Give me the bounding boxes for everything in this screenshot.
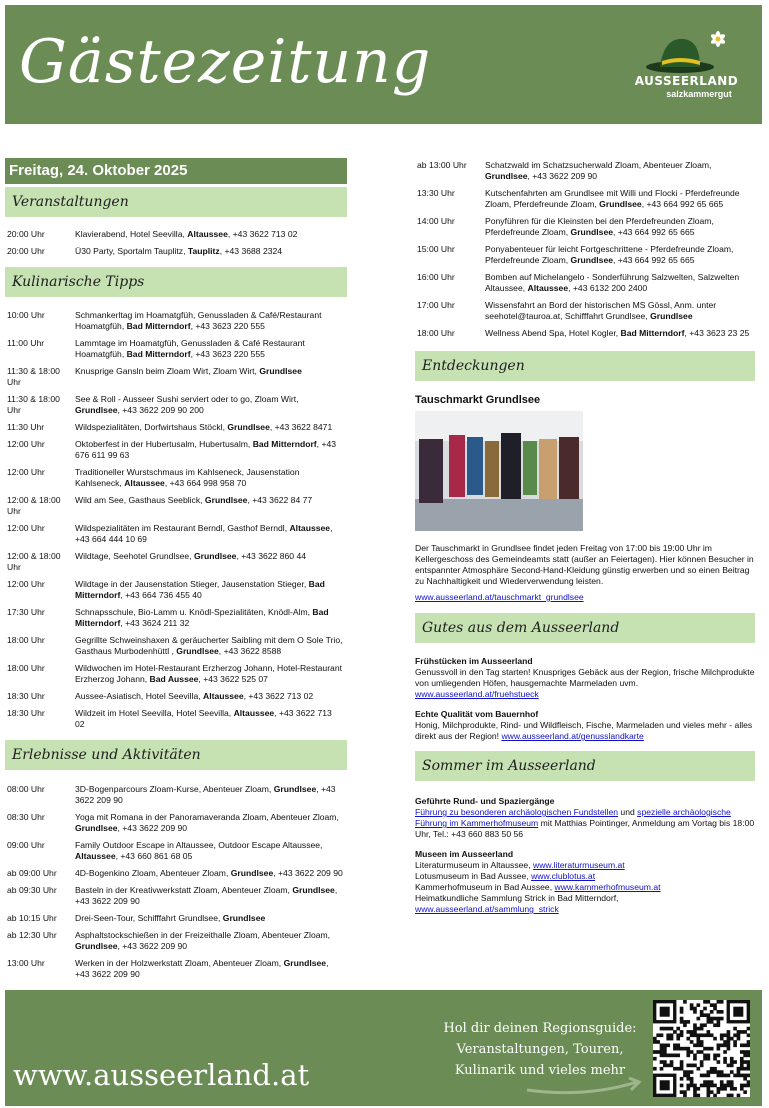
event-time: 12:00 Uhr: [7, 579, 45, 589]
event-time: ab 09:30 Uhr: [7, 885, 57, 895]
fundstellen-link[interactable]: Führung zu besonderen archäologischen Fundstellen: [415, 807, 619, 817]
event-description: Schnapsschule, Bio-Lamm u. Knödl-Spezialitäten, Knödl-Alm, Bad Mitterndorf, +43 3624 211 32: [75, 607, 329, 628]
museum-link[interactable]: www.literaturmuseum.at: [532, 860, 625, 870]
footer-url[interactable]: www.ausseerland.at: [13, 1058, 310, 1092]
fuehrungen-text: [415, 807, 755, 840]
event-row: [5, 708, 347, 730]
ausseerland-logo[interactable]: [634, 27, 744, 107]
event-description: Traditioneller Wurstschmaus im Kahlseneck, Jausenstation Kahlseneck, Altaussee, +43 664 998 958 70: [75, 467, 300, 488]
event-time: ab 10:15 Uhr: [7, 913, 57, 923]
event-description: Wellness Abend Spa, Hotel Kogler, Bad Mitterndorf, +43 3623 23 25: [485, 328, 750, 338]
event-time: 15:00 Uhr: [417, 244, 455, 254]
event-description: Werken in der Holzwerkstatt Zloam, Abenteuer Zloam, Grundlsee, +43 3622 209 90: [75, 958, 329, 979]
event-row: [5, 913, 347, 924]
event-row: [5, 551, 347, 573]
event-description: Wildtage in der Jausenstation Stieger, Jausenstation Stieger, Bad Mitterndorf, +43 664 736 455 40: [75, 579, 325, 600]
event-time: 17:30 Uhr: [7, 607, 45, 617]
event-row: [5, 840, 347, 862]
event-description: Wildwochen im Hotel-Restaurant Erzherzog Johann, Hotel-Restaurant Erzherzog Johann, Bad Aussee, +43 3622 525 07: [75, 663, 343, 684]
qr-code[interactable]: [653, 1000, 750, 1097]
event-time: 12:00 Uhr: [7, 523, 45, 533]
event-description: Oktoberfest in der Hubertusalm, Hubertusalm, Bad Mitterndorf, +43 676 611 99 63: [75, 439, 337, 460]
section-erlebnisse: Erlebnisse und Aktivitäten: [5, 740, 347, 770]
event-row: [5, 579, 347, 601]
event-row: [5, 366, 347, 388]
event-description: Bomben auf Michelangelo - Sonderführung Salzwelten, Salzwelten Altaussee, Altaussee, +43 6132 200 2400: [485, 272, 740, 293]
event-row: [5, 310, 347, 332]
event-time: ab 09:00 Uhr: [7, 868, 57, 878]
event-time: 20:00 Uhr: [7, 246, 45, 256]
event-time: 12:00 & 18:00 Uhr: [7, 551, 61, 572]
gutes-list: [415, 656, 755, 742]
event-row: [5, 394, 347, 416]
event-time: 14:00 Uhr: [417, 216, 455, 226]
event-row: [5, 868, 347, 879]
event-time: 18:30 Uhr: [7, 691, 45, 701]
event-row: [5, 338, 347, 360]
museum-row: Heimatkundliche Sammlung Strick in Bad Mitterndorf, www.ausseerland.at/sammlung_strick: [415, 893, 619, 914]
event-time: 12:00 & 18:00 Uhr: [7, 495, 61, 516]
section-entdeckungen: Entdeckungen: [415, 351, 755, 381]
event-time: 13:00 Uhr: [7, 958, 45, 968]
event-row: [5, 691, 347, 702]
event-description: Drei-Seen-Tour, Schifffahrt Grundlsee, Grundlsee: [75, 913, 266, 923]
footer-banner: [5, 990, 762, 1106]
event-description: Wissensfahrt an Bord der historischen MS Gössl, Anm. unter seehotel@tauroa.at, Schifffahrt Grundlsee, Grundlsee: [485, 300, 717, 321]
event-description: Family Outdoor Escape in Altaussee, Outdoor Escape Altaussee, Altaussee, +43 660 861 68 05: [75, 840, 323, 861]
event-time: 17:00 Uhr: [417, 300, 455, 310]
slogan-line-3: Kulinarik und vieles mehr: [454, 1063, 626, 1078]
event-row: [415, 160, 755, 182]
event-time: 08:00 Uhr: [7, 784, 45, 794]
event-description: 3D-Bogenparcours Zloam-Kurse, Abenteuer Zloam, Grundlsee, +43 3622 209 90: [75, 784, 336, 805]
section-gutes: Gutes aus dem Ausseerland: [415, 613, 755, 643]
section-veranstaltungen: Veranstaltungen: [5, 187, 347, 217]
event-description: Kutschenfahrten am Grundlsee mit Willi und Flocki - Pferdefreunde Zloam, Pferdefreunde Zloam, Grundlsee, +43 664 992 65 665: [485, 188, 740, 209]
gutes-title: Frühstücken im Ausseerland: [415, 656, 533, 666]
museum-row: Literaturmuseum in Altaussee, www.literaturmuseum.at: [415, 860, 625, 870]
event-row: [5, 467, 347, 489]
entdeckung-title: Tauschmarkt Grundlsee: [415, 394, 541, 406]
museum-link[interactable]: www.kammerhofmuseum.at: [554, 882, 661, 892]
museum-row: Kammerhofmuseum in Bad Aussee, www.kammerhofmuseum.at: [415, 882, 661, 892]
event-description: Wildtage, Seehotel Grundlsee, Grundlsee, +43 3622 860 44: [75, 551, 306, 561]
gutes-text: Honig, Milchprodukte, Rind- und Wildfleisch, Fische, Marmeladen und vieles mehr - alles direkt aus der Region! www.ausseerland.at/genusslandkarte: [415, 720, 753, 741]
gutes-item: [415, 656, 755, 700]
event-row: [5, 246, 347, 257]
slogan-line-1: Hol dir deinen Regionsguide:: [443, 1021, 637, 1036]
event-row: [415, 216, 755, 238]
event-row: [5, 439, 347, 461]
section-kulinarisch: Kulinarische Tipps: [5, 267, 347, 297]
event-time: 13:30 Uhr: [417, 188, 455, 198]
event-description: Ponyführen für die Kleinsten bei den Pferdefreunden Zloam, Pferdefreunde Zloam, Grundlsee, +43 664 992 65 665: [485, 216, 714, 237]
event-time: 18:00 Uhr: [7, 663, 45, 673]
event-description: Aussee-Asiatisch, Hotel Seevilla, Altaussee, +43 3622 713 02: [75, 691, 314, 701]
event-description: Wildspezialitäten, Dorfwirtshaus Stöckl, Grundlsee, +43 3622 8471: [75, 422, 333, 432]
event-time: ab 13:00 Uhr: [417, 160, 467, 170]
event-time: 18:00 Uhr: [7, 635, 45, 645]
event-row: [5, 958, 347, 980]
event-row: [5, 635, 347, 657]
gutes-link[interactable]: www.ausseerland.at/genusslandkarte: [501, 731, 644, 741]
museen-list: [415, 860, 755, 915]
event-row: [5, 523, 347, 545]
event-row: [415, 188, 755, 210]
event-row: [5, 422, 347, 433]
gutes-text: Genussvoll in den Tag starten! Knuspriges Gebäck aus der Region, frische Milchprodukte von umliegenden Höfen, hausgemachte Marmeladen uvm. www.ausseerland.at/fruehstueck: [415, 667, 755, 699]
event-description: Wildspezialitäten im Restaurant Berndl, Gasthof Berndl, Altaussee, +43 664 444 10 69: [75, 523, 333, 544]
fuehrungen-und: und: [618, 807, 638, 817]
event-time: 10:00 Uhr: [7, 310, 45, 320]
museum-link[interactable]: www.clublotus.at: [531, 871, 596, 881]
hat-edelweiss-icon: [634, 27, 744, 77]
event-time: 18:30 Uhr: [7, 708, 45, 718]
right-column: [415, 160, 755, 915]
clothing-rack-image: [415, 411, 583, 531]
veranstaltungen-list: [5, 229, 347, 257]
event-description: Schatzwald im Schatzsucherwald Zloam, Abenteuer Zloam, Grundlsee, +43 3622 209 90: [485, 160, 712, 181]
museen-title: Museen im Ausseerland: [415, 849, 514, 859]
fuehrungen-details: mit Matthias Pointinger, Anmeldung am Vortag bis 18:00 Uhr, Tel.: +43 660 883 50 56: [415, 818, 755, 839]
footer-slogan: [425, 1018, 655, 1081]
event-description: Knusprige Gansln beim Zloam Wirt, Zloam Wirt, Grundlsee: [75, 366, 302, 376]
event-row: [5, 663, 347, 685]
event-row: [5, 784, 347, 806]
event-description: 4D-Bogenkino Zloam, Abenteuer Zloam, Grundlsee, +43 3622 209 90: [75, 868, 343, 878]
event-row: [5, 885, 347, 907]
erlebnisse-list: [5, 784, 347, 980]
event-description: Wildzeit im Hotel Seevilla, Hotel Seevilla, Altaussee, +43 3622 713 02: [75, 708, 332, 729]
header-banner: [5, 5, 762, 124]
event-description: Yoga mit Romana in der Panoramaveranda Zloam, Abenteuer Zloam, Grundlsee, +43 3622 209 90: [75, 812, 339, 833]
event-time: 20:00 Uhr: [7, 229, 45, 239]
gutes-item: [415, 709, 755, 742]
event-row: [415, 328, 755, 339]
gutes-link[interactable]: www.ausseerland.at/fruehstueck: [415, 689, 539, 699]
event-row: [415, 244, 755, 266]
event-time: 16:00 Uhr: [417, 272, 455, 282]
kulinarisch-list: [5, 310, 347, 730]
event-time: 18:00 Uhr: [417, 328, 455, 338]
event-row: [415, 300, 755, 322]
event-time: 08:30 Uhr: [7, 812, 45, 822]
qr-code-icon: [653, 1000, 750, 1097]
event-description: Gegrillte Schweinshaxen & geräucherter Saibling mit dem O Sole Trio, Gasthaus Murbodenhüttl , Grundlsee, +43 3622 8588: [75, 635, 343, 656]
event-description: Ü30 Party, Sportalm Tauplitz, Tauplitz, +43 3688 2324: [75, 246, 283, 256]
event-description: Basteln in der Kreativwerkstatt Zloam, Abenteuer Zloam, Grundlsee, +43 3622 209 90: [75, 885, 338, 906]
museum-link[interactable]: www.ausseerland.at/sammlung_strick: [415, 904, 559, 914]
event-time: 11:30 & 18:00 Uhr: [7, 366, 60, 387]
kammerhof-fuehrung-link[interactable]: spezielle archäologische Führung im Kammerhofmuseum: [415, 807, 731, 828]
fuehrungen-title: Geführte Rund- und Spaziergänge: [415, 796, 555, 806]
logo-brand: AUSSEERLAND: [634, 74, 739, 88]
page-title: Gästezeitung: [19, 27, 432, 97]
event-row: [415, 272, 755, 294]
event-row: [5, 229, 347, 240]
event-description: Asphaltstockschießen in der Freizeithalle Zloam, Abenteuer Zloam, Grundlsee, +43 3622 209 90: [75, 930, 331, 951]
event-time: 11:30 & 18:00 Uhr: [7, 394, 60, 415]
event-row: [5, 812, 347, 834]
slogan-line-2: Veranstaltungen, Touren,: [456, 1042, 624, 1057]
tauschmarkt-photo: [415, 411, 583, 531]
gutes-title: Echte Qualität vom Bauernhof: [415, 709, 539, 719]
event-description: Lammtage im Hoamatgfüh, Genussladen & Café Restaurant Hoamatgfüh, Bad Mitterndorf, +43 3623 220 555: [75, 338, 305, 359]
event-description: Wild am See, Gasthaus Seeblick, Grundlsee, +43 3622 84 77: [75, 495, 313, 505]
event-time: 11:00 Uhr: [7, 338, 45, 348]
entdeckung-text: Der Tauschmarkt in Grundlsee findet jeden Freitag von 17:00 bis 19:00 Uhr im Kellergeschoss des Gemeindeamts statt (außer an Feiertagen). Hier können Besucher in entspannter Atmosphäre Second-Hand-Kleidung günstig erwerben und so einen Beitrag zu Nachhaltigkeit und Wiederverwendung leisten.: [415, 543, 754, 586]
section-sommer: Sommer im Ausseerland: [415, 751, 755, 781]
day-header: Freitag, 24. Oktober 2025: [5, 158, 347, 184]
event-row: [5, 607, 347, 629]
event-row: [5, 495, 347, 517]
erlebnisse-right-list: [415, 160, 755, 339]
left-column: [5, 158, 347, 986]
event-description: Klavierabend, Hotel Seevilla, Altaussee, +43 3622 713 02: [75, 229, 298, 239]
museen-block: [415, 849, 755, 915]
event-description: Schmankerltag im Hoamatgfüh, Genussladen & Café/Restaurant Hoamatgfüh, Bad Mitterndorf, +43 3623 220 555: [75, 310, 322, 331]
event-row: [5, 930, 347, 952]
event-time: 11:30 Uhr: [7, 422, 45, 432]
museum-row: Lotusmuseum in Bad Aussee, www.clublotus.at: [415, 871, 596, 881]
event-time: 09:00 Uhr: [7, 840, 45, 850]
event-description: See & Roll - Ausseer Sushi serviert oder to go, Zloam Wirt, Grundlsee, +43 3622 209 90 200: [75, 394, 299, 415]
event-time: 12:00 Uhr: [7, 439, 45, 449]
event-time: 12:00 Uhr: [7, 467, 45, 477]
arrow-icon: [525, 1076, 645, 1096]
event-time: ab 12:30 Uhr: [7, 930, 57, 940]
tauschmarkt-link[interactable]: www.ausseerland.at/tauschmarkt_grundlsee: [415, 592, 584, 602]
logo-subtitle: salzkammergut: [666, 89, 732, 99]
event-description: Ponyabenteuer für leicht Fortgeschrittene - Pferdefreunde Zloam, Pferdefreunde Zloam, Grundlsee, +43 664 992 65 665: [485, 244, 734, 265]
fuehrungen-block: [415, 796, 755, 840]
